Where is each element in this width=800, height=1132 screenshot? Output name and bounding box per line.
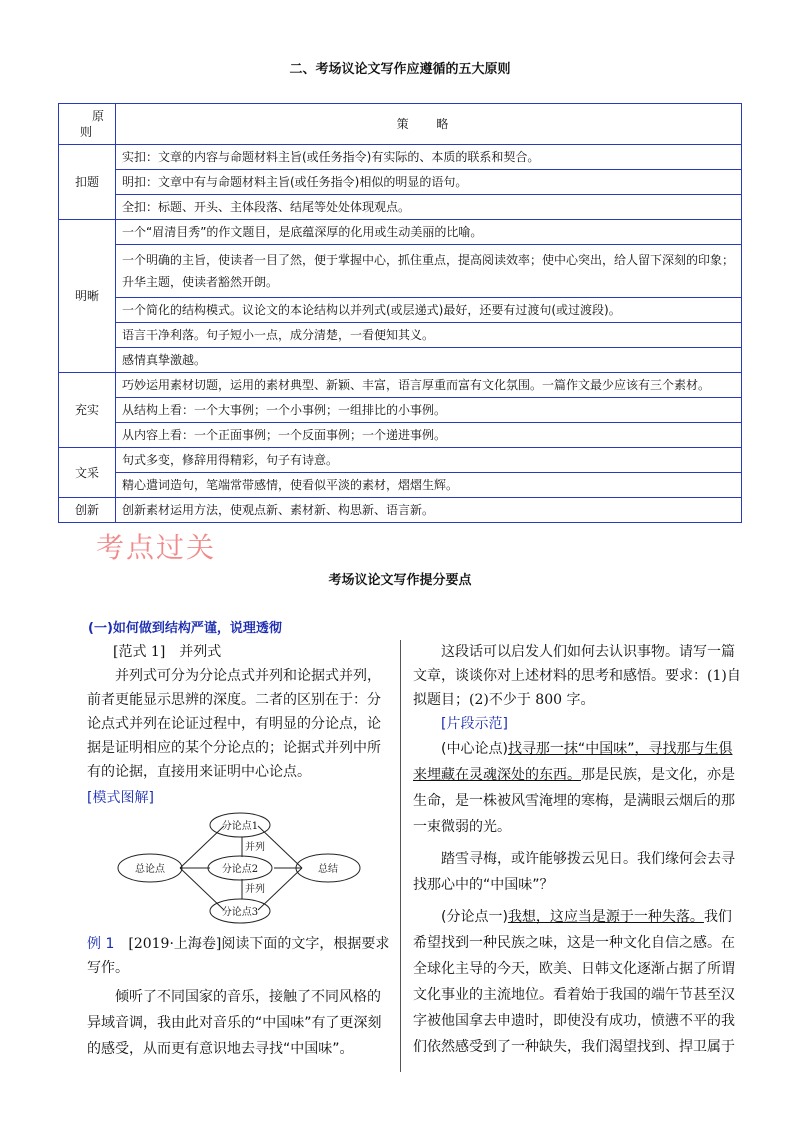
strategy-cell: 巧妙运用素材切题，运用的素材典型、新颖、丰富，语言厚重而富有文化氛围。一篇作文最少应该有三个素材。 [116,373,742,398]
paragraph: 倾听了不同国家的音乐，接触了不同风格的异域音调，我由此对音乐的“中国味”有了更深刻的感受，从而更有意识地去寻找“中国味”。 [87,989,382,1057]
table-row [59,448,742,473]
strategy-cell: 明扣：文章中有与命题材料主旨(或任务指令)相似的明显的语句。 [116,170,742,195]
table-row [59,170,742,195]
link-label: 并列 [245,842,265,853]
table-row [59,423,742,448]
table-row [59,245,742,298]
link-line [180,868,224,910]
kaodian-guoguan-heading: 考点过关 [96,531,217,564]
table-row [59,195,742,220]
header-strategy: 策 略 [116,104,742,145]
moshi-label: [模式图解] [87,790,154,806]
table-row [59,323,742,348]
node-label: 总论点 [135,864,165,875]
rule-cell: 创新 [59,498,116,523]
table-row [59,348,742,373]
table-row [59,373,742,398]
point-heading: (一)如何做到结构严谨，说理透彻 [88,621,282,636]
rule-cell: 文采 [59,448,116,498]
rule-cell: 充实 [59,373,116,448]
node-label: 分论点3 [221,907,259,918]
strategy-cell: 从内容上看：一个正面事例；一个反面事例；一个递进事例。 [116,423,742,448]
central-rest: 那是民族，是文化，亦是生命，是一株被风雪淹埋的寒梅，是满眼云烟后的那一束微弱的光。 [413,767,735,835]
strategy-cell: 语言干净利落。句子短小一点，成分清楚，一看便知其义。 [116,323,742,348]
strategy-cell: 创新素材运用方法，使观点新、素材新、构思新、语言新。 [116,498,742,523]
sub-claim: 我想，这应当是源于一种失落。 [507,909,704,925]
pianduan-label: [片段示范] [441,716,508,732]
table-row [59,145,742,170]
strategy-cell: 一个明确的主旨，使读者一目了然，便于掌握中心，抓住重点，提高阅读效率；使中心突出，给人留下深刻的印象；升华主题，使读者豁然开朗。 [116,245,742,298]
node-label: 总结 [318,864,338,875]
central-prefix: (中心论点) [441,741,508,757]
strategy-cell: 一个简化的结构模式。议论文的本论结构以并列式(或层递式)最好，还要有过渡句(或过渡段)。 [116,298,742,323]
paragraph [413,736,743,840]
column-divider [400,640,401,1072]
table-row [59,220,742,245]
strategy-cell: 感情真挚激越。 [116,348,742,373]
example-label: 例 1 [87,936,115,952]
table-header-row [59,104,742,145]
node-label: 分论点1 [221,821,259,832]
section-title: 二、考场议论文写作应遵循的五大原则 [289,62,511,77]
strategy-cell: 句式多变，修辞用得精彩，句子有诗意。 [116,448,742,473]
table-row [59,398,742,423]
sub-rest: 我们希望找到一种民族之味，这是一种文化自信之感。在全球化主导的今天，欧美、日韩文化逐渐占据了所谓文化事业的主流地位。看着始于我国的端午节甚至汉字被他国拿去申遗时，即使没有成功，愤懑不平的我们依然感受到了一种缺失，我们渴望找到、捍卫属于 [413,909,735,1055]
paragraph: 这段话可以启发人们如何去认识事物。请写一篇文章，谈谈你对上述材料的思考和感悟。要求：(1)自拟题目；(2)不少于 800 字。 [413,644,741,708]
table-row [59,498,742,523]
strategy-cell: 精心遣词造句，笔端常带感情，使看似平淡的素材，熠熠生辉。 [116,473,742,498]
structure-diagram [112,812,372,924]
strategy-cell: 实扣：文章的内容与命题材料主旨(或任务指令)有实际的、本质的联系和契合。 [116,145,742,170]
strategy-cell: 从结构上看：一个大事例；一个小事例；一组排比的小事例。 [116,398,742,423]
paragraph [413,904,743,1060]
subsection-title: 考场议论文写作提分要点 [328,573,472,588]
example-text: [2019·上海卷]阅读下面的文字，根据要求写作。 [87,936,390,976]
rule-cell: 明晰 [59,220,116,373]
header-principle: 原 则 [59,104,116,145]
strategy-cell: 全扣：标题、开头、主体段落、结尾等处处体现观点。 [116,195,742,220]
strategy-cell: 一个“眉清目秀”的作文题目，是底蕴深厚的化用或生动美丽的比喻。 [116,220,742,245]
central-claim: 找寻那一抹“中国味”，寻找那与生俱来埋藏在灵魂深处的东西。 [413,741,733,783]
paragraph: 踏雪寻梅，或许能够拨云见日。我们缘何会去寻找那心中的“中国味”？ [413,851,735,893]
table-row [59,298,742,323]
table-row [59,473,742,498]
link-line [180,826,224,868]
fanshi-label: [范式 1] 并列式 [113,644,222,660]
sub-prefix: (分论点一) [441,909,508,925]
principles-table [58,103,742,523]
right-column [413,640,743,1060]
node-label: 分论点2 [221,864,259,875]
example-line [87,932,390,980]
link-label: 并列 [245,884,265,895]
rule-cell: 扣题 [59,145,116,220]
paragraph: 并列式可分为分论点式并列和论据式并列，前者更能显示思辨的深度。二者的区别在于：分论点式并列在论证过程中，有明显的分论点，论据是证明相应的某个分论点的；论据式并列中所有的论据，直接用来证明中心论点。 [87,668,381,780]
